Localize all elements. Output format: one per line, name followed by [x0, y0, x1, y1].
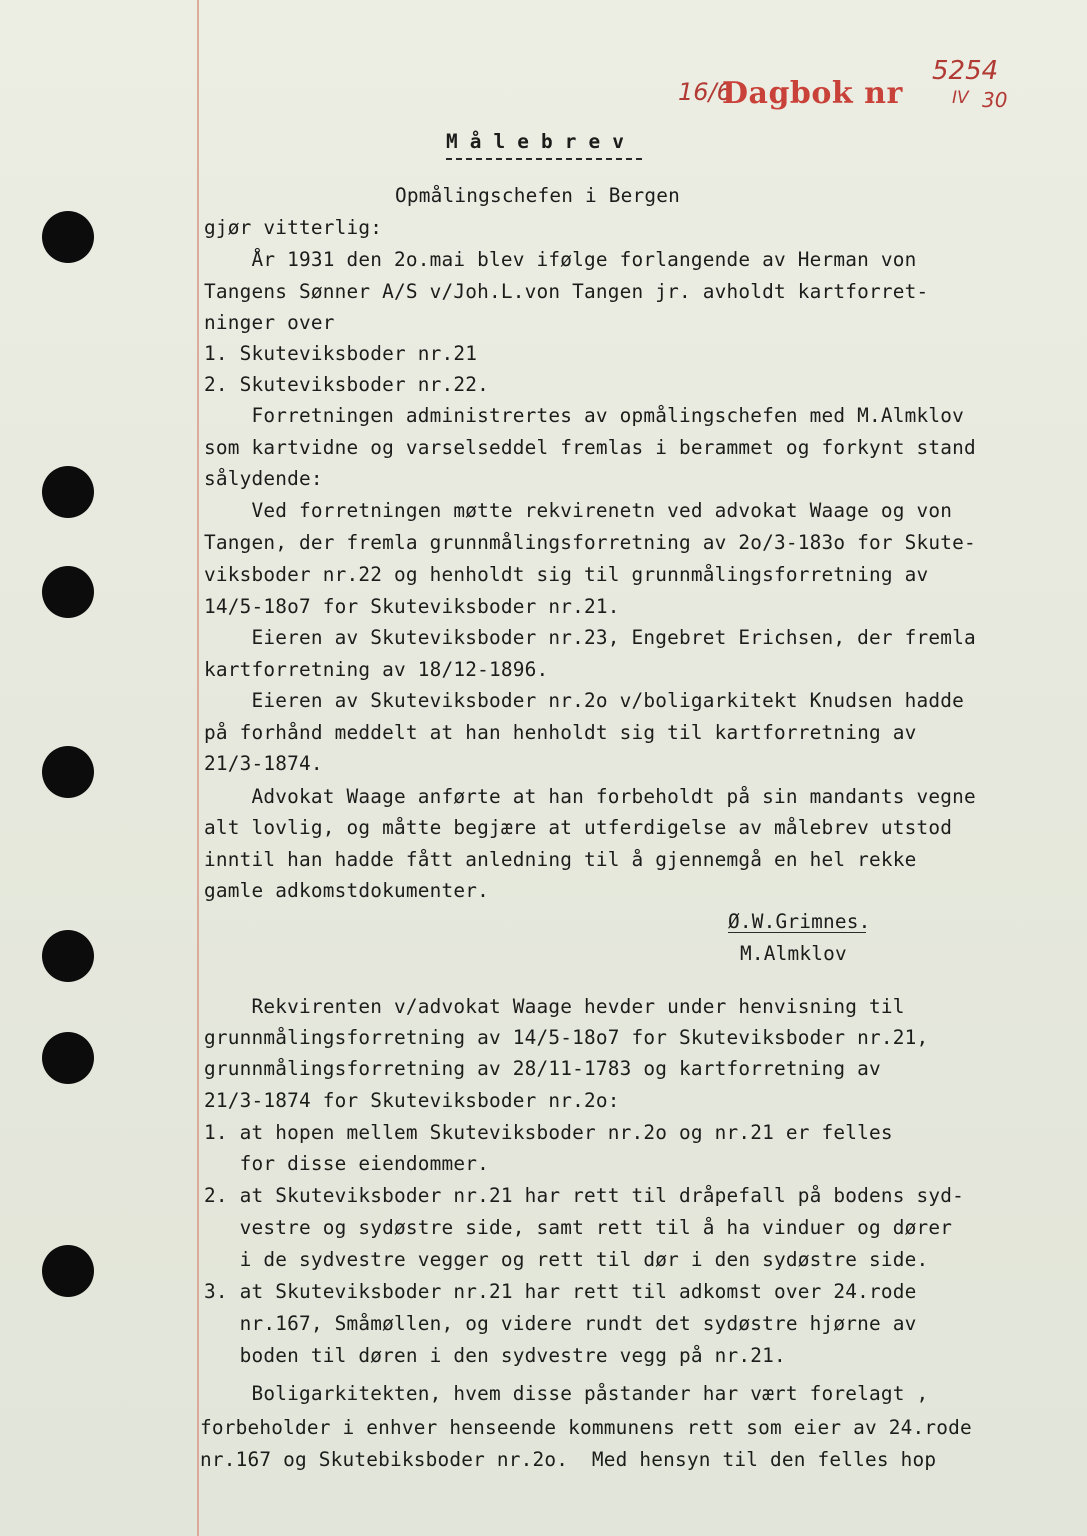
margin-rule	[197, 0, 199, 1536]
text-line: sålydende:	[204, 467, 323, 490]
stamp-year: 30	[982, 88, 1008, 112]
stamp-number: 5254	[932, 56, 999, 86]
punch-hole-7	[42, 1245, 94, 1297]
text-line: grunnmålingsforretning av 28/11-1783 og kartforretning av	[204, 1057, 881, 1080]
punch-hole-5	[42, 930, 94, 982]
text-line: vestre og sydøstre side, samt rett til å ha vinduer og dører	[204, 1216, 953, 1239]
punch-hole-2	[42, 466, 94, 518]
text-line: 2. at Skuteviksboder nr.21 har rett til dråpefall på bodens syd-	[204, 1184, 964, 1207]
text-line: 2. Skuteviksboder nr.22.	[204, 373, 489, 396]
text-line: År 1931 den 2o.mai blev ifølge forlangende av Herman von	[204, 248, 917, 271]
text-line: for disse eiendommer.	[204, 1152, 489, 1175]
text-line: 1. Skuteviksboder nr.21	[204, 342, 478, 365]
text-line: alt lovlig, og måtte begjære at utferdigelse av målebrev utstod	[204, 816, 953, 839]
text-line: viksboder nr.22 og henholdt sig til grunnmålingsforretning av	[204, 563, 929, 586]
text-line: som kartvidne og varselseddel fremlas i berammet og forkynt stand	[204, 436, 976, 459]
punch-hole-6	[42, 1032, 94, 1084]
text-line: Forretningen administrertes av opmålingschefen med M.Almklov	[204, 404, 964, 427]
text-line: nr.167, Småmøllen, og videre rundt det sydøstre hjørne av	[204, 1312, 917, 1335]
signature-grimnes: Ø.W.Grimnes.	[728, 910, 871, 933]
text-line: gamle adkomstdokumenter.	[204, 879, 489, 902]
text-line: Tangen, der fremla grunnmålingsforretning av 2o/3-183o for Skute-	[204, 531, 976, 554]
punch-hole-3	[42, 566, 94, 618]
document-title: M å l e b r e v	[446, 130, 625, 153]
punch-hole-4	[42, 746, 94, 798]
text-line: på forhånd meddelt at han henholdt sig til kartforretning av	[204, 721, 917, 744]
text-line: 14/5-18o7 for Skuteviksboder nr.21.	[204, 595, 620, 618]
text-line: Ved forretningen møtte rekvirenetn ved advokat Waage og von	[204, 499, 953, 522]
punch-hole-1	[42, 211, 94, 263]
text-line: inntil han hadde fått anledning til å gjennemgå en hel rekke	[204, 848, 917, 871]
text-line: grunnmålingsforretning av 14/5-18o7 for Skuteviksboder nr.21,	[204, 1026, 929, 1049]
text-line: Boligarkitekten, hvem disse påstander har vært forelagt ,	[204, 1382, 929, 1405]
text-line: Tangens Sønner A/S v/Joh.L.von Tangen jr. avholdt kartforret-	[204, 280, 929, 303]
title-underline	[446, 158, 642, 160]
text-line: i de sydvestre vegger og rett til dør i den sydøstre side.	[204, 1248, 929, 1271]
stamp-date: 16/6	[678, 78, 732, 106]
text-line: kartforretning av 18/12-1896.	[204, 658, 549, 681]
text-line: Advokat Waage anførte at han forbeholdt på sin mandants vegne	[204, 785, 976, 808]
text-line: boden til døren i den sydvestre vegg på nr.21.	[204, 1344, 786, 1367]
text-line: Rekvirenten v/advokat Waage hevder under henvisning til	[204, 995, 905, 1018]
text-line: 21/3-1874 for Skuteviksboder nr.2o:	[204, 1089, 620, 1112]
text-line: 1. at hopen mellem Skuteviksboder nr.2o og nr.21 er felles	[204, 1121, 893, 1144]
text-line: gjør vitterlig:	[204, 216, 383, 239]
text-line: Eieren av Skuteviksboder nr.2o v/boligarkitekt Knudsen hadde	[204, 689, 964, 712]
text-line: nr.167 og Skutebiksboder nr.2o. Med hensyn til den felles hop	[200, 1448, 937, 1471]
stamp-text: Dagbok nr	[722, 76, 903, 111]
signature-almklov: M.Almklov	[740, 942, 847, 965]
text-line: ninger over	[204, 311, 335, 334]
signature-underline	[728, 932, 866, 933]
text-line: forbeholder i enhver henseende kommunens rett som eier av 24.rode	[200, 1416, 972, 1439]
stamp-month: IV	[952, 88, 969, 108]
text-line: 21/3-1874.	[204, 752, 323, 775]
text-line: Eieren av Skuteviksboder nr.23, Engebret Erichsen, der fremla	[204, 626, 976, 649]
issuer: Opmålingschefen i Bergen	[395, 184, 680, 207]
text-line: 3. at Skuteviksboder nr.21 har rett til adkomst over 24.rode	[204, 1280, 917, 1303]
